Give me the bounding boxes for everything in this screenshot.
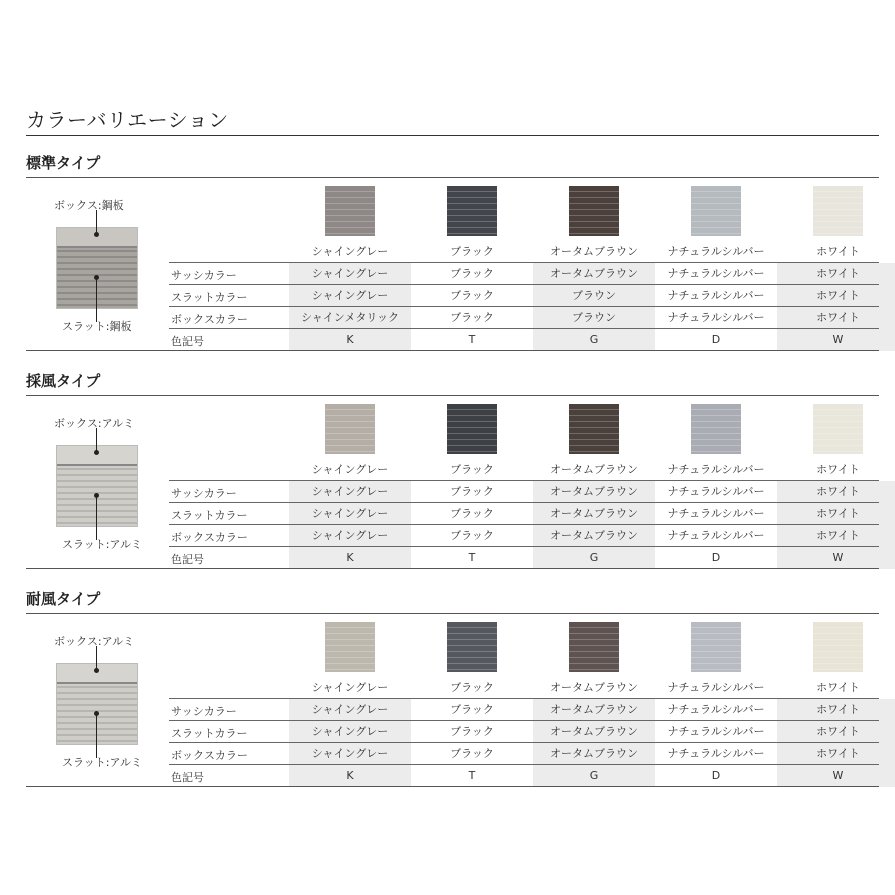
swatch-name: オータムブラウン: [550, 463, 638, 476]
table-cell: ブラック: [450, 267, 494, 280]
row-label: 色記号: [171, 553, 204, 566]
table-row: [169, 502, 879, 525]
table-cell: ナチュラルシルバー: [667, 267, 765, 280]
section-title: 採風タイプ: [26, 372, 101, 390]
slat-material-label: スラット:アルミ: [62, 538, 143, 551]
section-divider: [26, 613, 879, 614]
table-cell: シャイングレー: [289, 743, 411, 765]
table-cell: W: [777, 329, 895, 351]
swatch-name: オータムブラウン: [550, 245, 638, 258]
table-cell: シャイングレー: [289, 525, 411, 547]
table-cell: ブラック: [450, 485, 494, 498]
color-swatch: [569, 404, 619, 454]
swatch-name: ナチュラルシルバー: [667, 463, 765, 476]
row-label: スラットカラー: [171, 291, 248, 304]
box-material-label: ボックス:アルミ: [54, 635, 135, 648]
callout-dot: [94, 232, 99, 237]
table-cell: ナチュラルシルバー: [667, 725, 765, 738]
table-row: [169, 742, 879, 765]
table-cell: オータムブラウン: [533, 699, 655, 721]
table-row: [169, 284, 879, 307]
slat-material-label: スラット:アルミ: [62, 756, 143, 769]
table-cell: ホワイト: [777, 263, 895, 285]
color-swatch: [447, 186, 497, 236]
table-cell: シャインメタリック: [289, 307, 411, 329]
page-title: カラーバリエーション: [26, 108, 229, 132]
table-row: [169, 546, 879, 569]
table-cell: オータムブラウン: [533, 721, 655, 743]
table-cell: ブラック: [450, 311, 494, 324]
table-cell: ナチュラルシルバー: [667, 311, 765, 324]
box-material-label: ボックス:鋼板: [54, 199, 124, 212]
table-cell: ナチュラルシルバー: [667, 747, 765, 760]
swatch-name: シャイングレー: [311, 463, 389, 476]
color-swatch: [569, 622, 619, 672]
callout-dot: [94, 668, 99, 673]
row-label: スラットカラー: [171, 509, 248, 522]
callout-line: [96, 495, 97, 540]
row-label: スラットカラー: [171, 727, 248, 740]
table-cell: オータムブラウン: [533, 481, 655, 503]
callout-dot: [94, 450, 99, 455]
table-row: [169, 524, 879, 547]
table-cell: ホワイト: [777, 285, 895, 307]
row-label: ボックスカラー: [171, 531, 248, 544]
section-divider: [26, 177, 879, 178]
color-swatch: [569, 186, 619, 236]
callout-line: [96, 428, 97, 452]
box-material-label: ボックス:アルミ: [54, 417, 135, 430]
table-cell: ホワイト: [777, 721, 895, 743]
table-cell: シャイングレー: [289, 699, 411, 721]
swatch-name: ホワイト: [816, 463, 860, 476]
color-swatch: [813, 186, 863, 236]
callout-line: [96, 713, 97, 758]
table-cell: G: [533, 329, 655, 351]
table-cell: K: [289, 765, 411, 787]
swatch-name: オータムブラウン: [550, 681, 638, 694]
table-cell: G: [533, 547, 655, 569]
table-cell: D: [711, 551, 721, 564]
table-cell: D: [711, 333, 721, 346]
table-cell: オータムブラウン: [533, 743, 655, 765]
table-cell: ホワイト: [777, 481, 895, 503]
product-photo: [26, 182, 166, 342]
title-divider: [26, 135, 879, 136]
swatch-name: ブラック: [450, 245, 494, 258]
table-cell: ナチュラルシルバー: [667, 529, 765, 542]
table-cell: シャイングレー: [289, 263, 411, 285]
callout-line: [96, 277, 97, 322]
table-cell: ナチュラルシルバー: [667, 485, 765, 498]
shutter-image: [56, 445, 138, 527]
table-row: [169, 262, 879, 285]
table-cell: T: [468, 333, 476, 346]
table-cell: ホワイト: [777, 699, 895, 721]
table-cell: ブラック: [450, 507, 494, 520]
table-cell: ブラック: [450, 529, 494, 542]
table-cell: シャイングレー: [289, 481, 411, 503]
color-swatch: [447, 404, 497, 454]
row-label: 色記号: [171, 335, 204, 348]
section-divider: [26, 395, 879, 396]
callout-line: [96, 646, 97, 670]
table-cell: ブラウン: [533, 307, 655, 329]
table-cell: K: [289, 547, 411, 569]
table-row: [169, 328, 879, 351]
section-title: 耐風タイプ: [26, 590, 101, 608]
table-cell: ナチュラルシルバー: [667, 289, 765, 302]
row-label: 色記号: [171, 771, 204, 784]
callout-dot: [94, 275, 99, 280]
swatch-name: ナチュラルシルバー: [667, 245, 765, 258]
table-cell: シャイングレー: [289, 503, 411, 525]
table-cell: T: [468, 769, 476, 782]
section-bottom-rule: [26, 786, 879, 787]
table-cell: ナチュラルシルバー: [667, 703, 765, 716]
table-cell: K: [289, 329, 411, 351]
table-cell: ホワイト: [777, 503, 895, 525]
color-swatch: [813, 404, 863, 454]
row-label: サッシカラー: [171, 269, 237, 282]
table-cell: ブラック: [450, 747, 494, 760]
row-label: サッシカラー: [171, 705, 237, 718]
section-bottom-rule: [26, 568, 879, 569]
product-photo: [26, 618, 166, 778]
table-cell: G: [533, 765, 655, 787]
callout-dot: [94, 493, 99, 498]
swatch-name: ナチュラルシルバー: [667, 681, 765, 694]
callout-dot: [94, 711, 99, 716]
table-row: [169, 764, 879, 787]
row-label: サッシカラー: [171, 487, 237, 500]
table-row: [169, 720, 879, 743]
table-cell: ホワイト: [777, 525, 895, 547]
color-swatch: [447, 622, 497, 672]
table-cell: T: [468, 551, 476, 564]
table-row: [169, 306, 879, 329]
table-cell: オータムブラウン: [533, 503, 655, 525]
section-2: [26, 370, 879, 575]
section-1: [26, 152, 879, 357]
table-cell: シャイングレー: [289, 285, 411, 307]
table-cell: D: [711, 769, 721, 782]
section-bottom-rule: [26, 350, 879, 351]
slat-material-label: スラット:鋼板: [62, 320, 132, 333]
swatch-name: ブラック: [450, 681, 494, 694]
table-row: [169, 698, 879, 721]
color-swatch: [691, 186, 741, 236]
color-swatch: [325, 186, 375, 236]
table-cell: W: [777, 765, 895, 787]
row-label: ボックスカラー: [171, 749, 248, 762]
swatch-name: ホワイト: [816, 245, 860, 258]
table-cell: ブラック: [450, 289, 494, 302]
table-row: [169, 480, 879, 503]
table-cell: オータムブラウン: [533, 263, 655, 285]
color-swatch: [691, 622, 741, 672]
color-swatch: [325, 622, 375, 672]
section-title: 標準タイプ: [26, 154, 101, 172]
section-3: [26, 588, 879, 793]
color-swatch: [325, 404, 375, 454]
callout-line: [96, 210, 97, 234]
swatch-name: シャイングレー: [311, 681, 389, 694]
table-cell: ブラウン: [533, 285, 655, 307]
shutter-image: [56, 663, 138, 745]
table-cell: ホワイト: [777, 743, 895, 765]
table-cell: ナチュラルシルバー: [667, 507, 765, 520]
row-label: ボックスカラー: [171, 313, 248, 326]
table-cell: オータムブラウン: [533, 525, 655, 547]
table-cell: ブラック: [450, 703, 494, 716]
table-cell: ホワイト: [777, 307, 895, 329]
color-swatch: [691, 404, 741, 454]
table-cell: シャイングレー: [289, 721, 411, 743]
product-photo: [26, 400, 166, 560]
shutter-image: [56, 227, 138, 309]
table-cell: W: [777, 547, 895, 569]
swatch-name: ホワイト: [816, 681, 860, 694]
table-cell: ブラック: [450, 725, 494, 738]
swatch-name: シャイングレー: [311, 245, 389, 258]
color-swatch: [813, 622, 863, 672]
swatch-name: ブラック: [450, 463, 494, 476]
